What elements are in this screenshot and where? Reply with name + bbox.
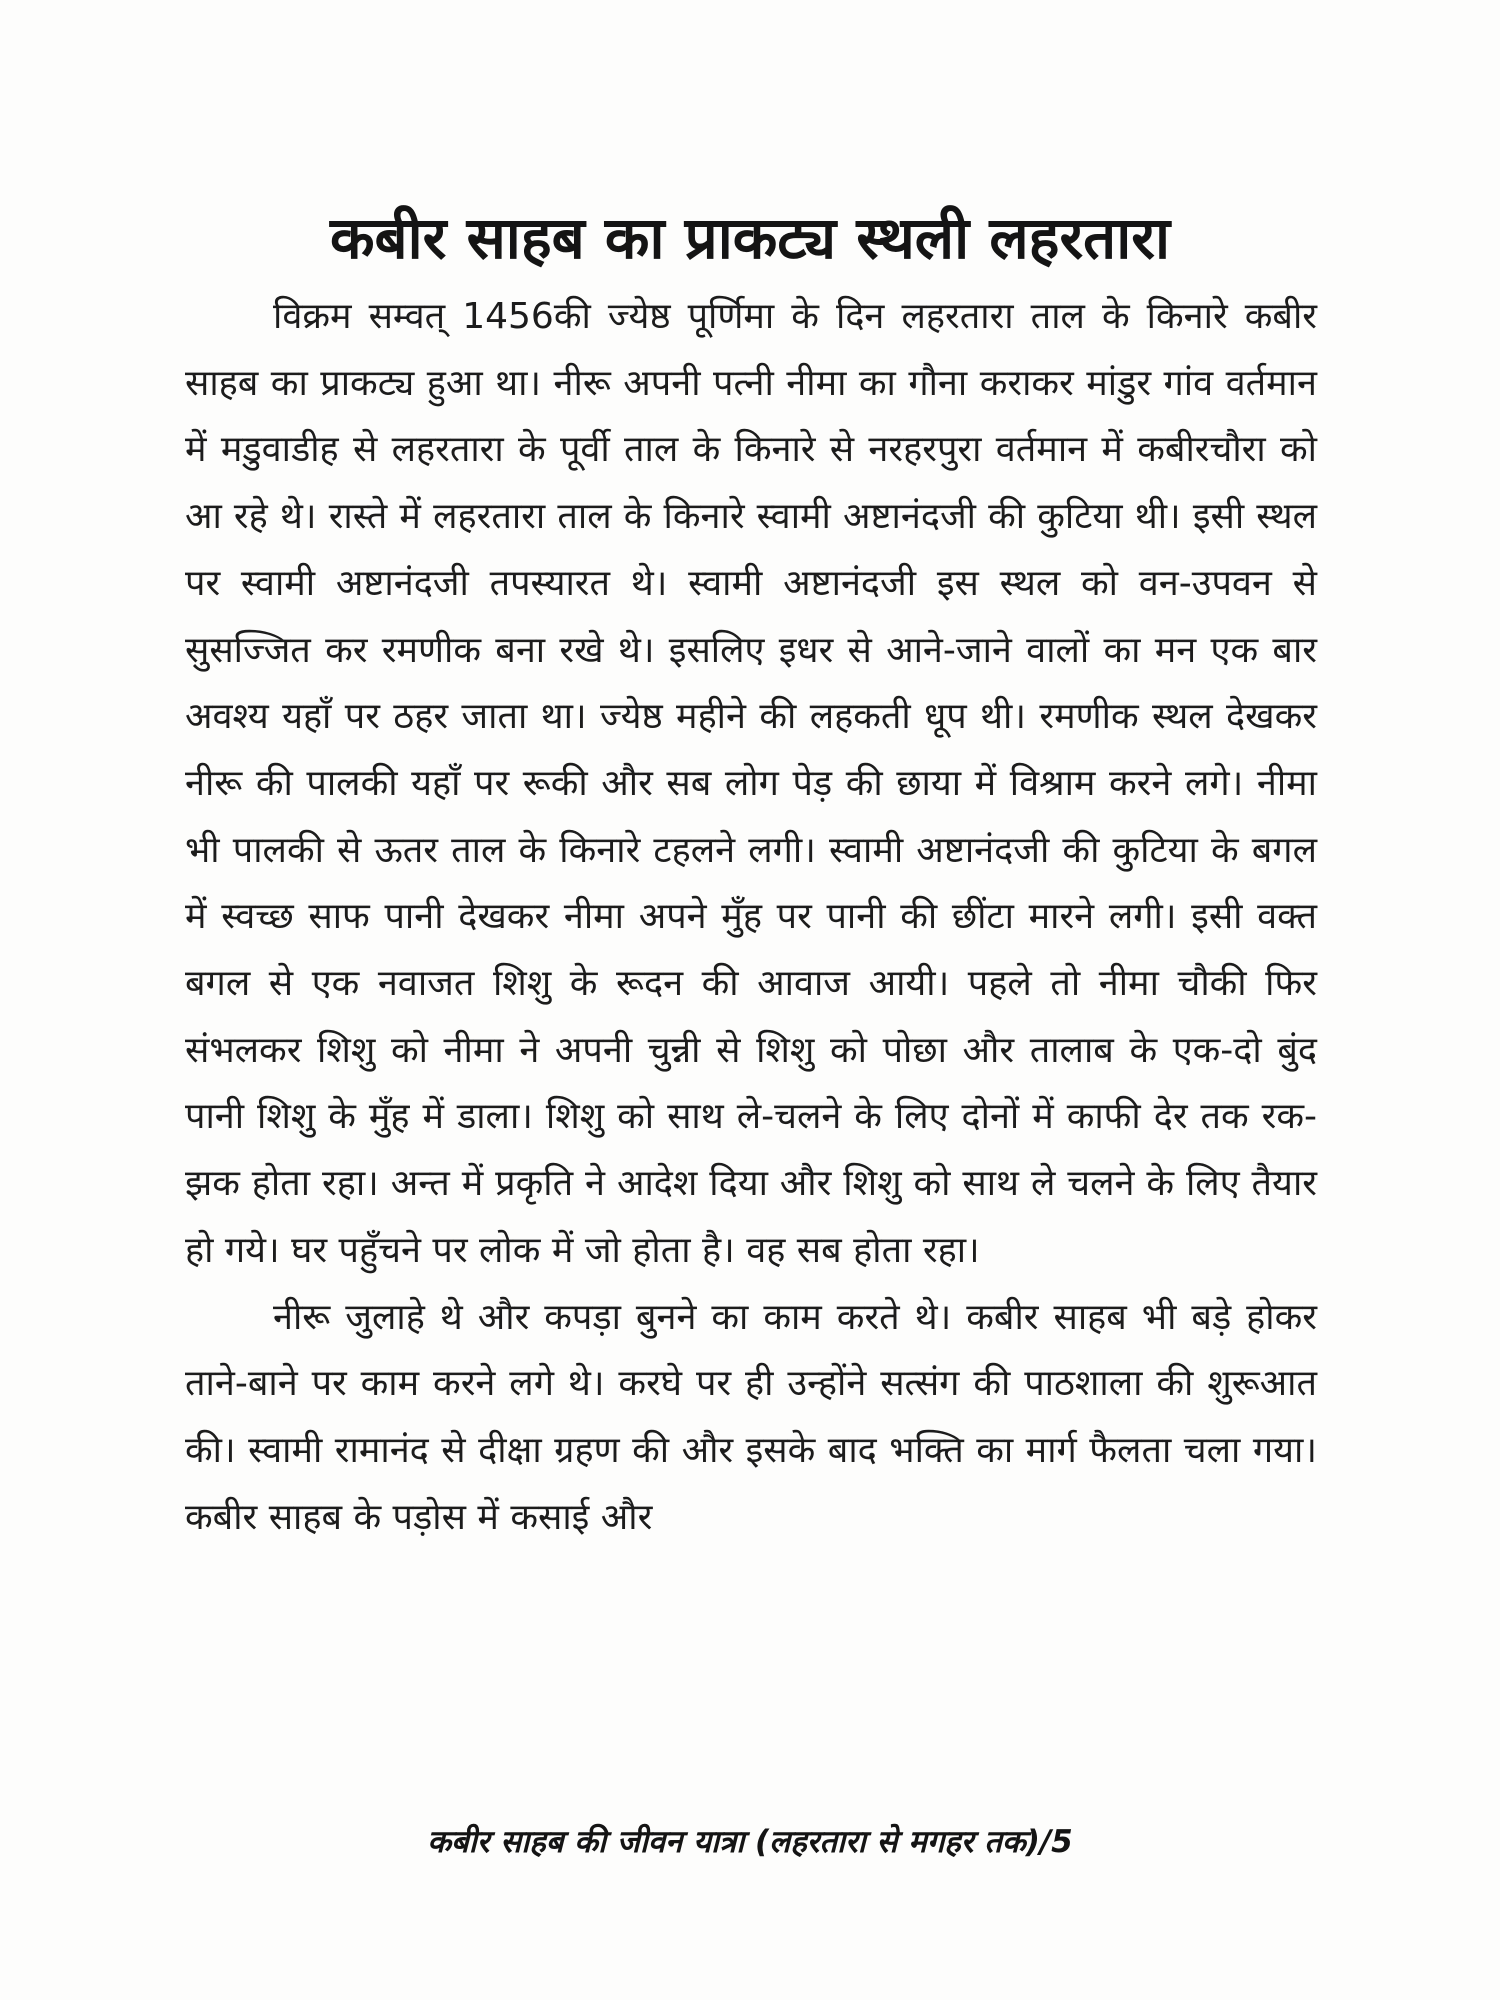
body-text <box>185 284 1317 1551</box>
paragraph-1: विक्रम सम्वत् 1456की ज्येष्ठ पूर्णिमा के दिन लहरतारा ताल के किनारे कबीर साहब का प्राकट्य हुआ था। नीरू अपनी पत्नी नीमा का गौना कराकर मांडुर गांव वर्तमान में मडुवाडीह से लहरतारा के पूर्वी ताल के किनारे से नरहरपुरा वर्तमान में कबीरचौरा को आ रहे थे। रास्ते में लहरतारा ताल के किनारे स्वामी अष्टानंदजी की कुटिया थी। इसी स्थल पर स्वामी अष्टानंदजी तपस्यारत थे। स्वामी अष्टानंदजी इस स्थल को वन-उपवन से सुसज्जित कर रमणीक बना रखे थे। इसलिए इधर से आने-जाने वालों का मन एक बार अवश्य यहाँ पर ठहर जाता था। ज्येष्ठ महीने की लहकती धूप थी। रमणीक स्थल देखकर नीरू की पालकी यहाँ पर रूकी और सब लोग पेड़ की छाया में विश्राम करने लगे। नीमा भी पालकी से ऊतर ताल के किनारे टहलने लगी। स्वामी अष्टानंदजी की कुटिया के बगल में स्वच्छ साफ पानी देखकर नीमा अपने मुँह पर पानी की छींटा मारने लगी। इसी वक्त बगल से एक नवाजत शिशु के रूदन की आवाज आयी। पहले तो नीमा चौकी फिर संभलकर शिशु को नीमा ने अपनी चुन्नी से शिशु को पोछा और तालाब के एक-दो बुंद पानी शिशु के मुँह में डाला। शिशु को साथ ले-चलने के लिए दोनों में काफी देर तक रक-झक होता रहा। अन्त में प्रकृति ने आदेश दिया और शिशु को साथ ले चलने के लिए तैयार हो गये। घर पहुँचने पर लोक में जो होता है। वह सब होता रहा। <box>185 296 1318 1271</box>
paragraph-2: नीरू जुलाहे थे और कपड़ा बुनने का काम करते थे। कबीर साहब भी बड़े होकर ताने-बाने पर काम करने लगे थे। करघे पर ही उन्होंने सत्संग की पाठशाला की शुरूआत की। स्वामी रामानंद से दीक्षा ग्रहण की और इसके बाद भक्ति का मार्ग फैलता चला गया। कबीर साहब के पड़ोस में कसाई और <box>185 1296 1317 1538</box>
page-title: कबीर साहब का प्राकट्य स्थली लहरतारा <box>330 204 1170 272</box>
page-footer: कबीर साहब की जीवन यात्रा (लहरतारा से मगहर तक)/5 <box>427 1824 1073 1860</box>
